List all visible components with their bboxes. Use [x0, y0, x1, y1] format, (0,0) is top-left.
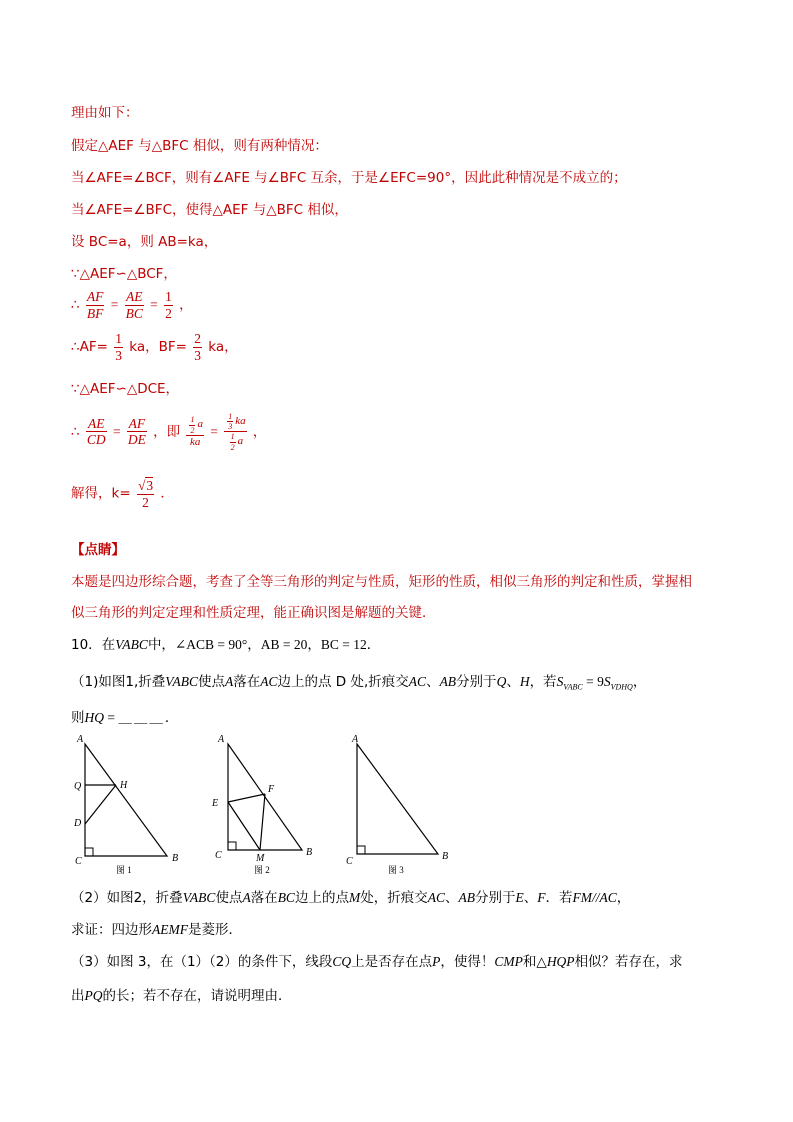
- fig3-caption: 图 3: [388, 865, 404, 875]
- fraction-root3-over-2: $\frac{√3}{2}$: [137, 478, 154, 510]
- solution-line-2: 假定△AEF 与△BFC 相似，则有两种情况：: [71, 138, 328, 154]
- fig3-label-a: A: [352, 734, 359, 745]
- fig2-label-c: C: [215, 850, 222, 861]
- fraction-one-third: $\frac{1}{3}$: [115, 331, 122, 363]
- solution-line-5: 设 BC=a，则 AB=ka，: [71, 234, 218, 250]
- solution-line-1: 理由如下：: [71, 105, 139, 121]
- fig1-label-q: Q: [74, 781, 82, 792]
- problem-10-part3-line1: （3）如图 3，在（1）（2）的条件下，线段CQ上是否存在点P，使得！CMP和△HQP相似？若存在，求: [71, 954, 683, 970]
- comment-paragraph-line-1: 本题是四边形综合题，考查了全等三角形的判定与性质，矩形的性质，相似三角形的判定和性质，掌握相: [71, 574, 692, 590]
- problem-10-part2-line2: 求证：四边形AEMF是菱形．: [71, 922, 242, 938]
- fraction-af-de: $\frac{AF}{DE}$: [127, 415, 146, 448]
- solution-line-7: ∴ $\frac{AF}{BF}$ = $\frac{AE}{BC}$ = $\frac{1}{2}$ ，: [71, 289, 193, 321]
- figures-panel: [60, 730, 480, 875]
- fig2-label-a: A: [218, 734, 225, 745]
- fig3-label-c: C: [346, 856, 353, 867]
- comment-paragraph-line-2: 似三角形的判定定理和性质定理，能正确识图是解题的关键．: [71, 605, 436, 621]
- solution-line-4: 当∠AFE=∠BFC，使得△AEF 与△BFC 相似，: [71, 202, 348, 218]
- fig2-label-e: E: [212, 798, 219, 809]
- solution-line-10: ∴ $\frac{AE}{CD}$ = $\frac{AF}{DE}$ ，即 $\frac{1}{2}$ a ka = $\frac{1}{3}$ ka $\frac{1}{2}$ a ，: [71, 412, 267, 452]
- fraction-two-thirds: $\frac{2}{3}$: [194, 331, 201, 363]
- fig2-label-b: B: [306, 847, 313, 858]
- fig1-caption: 图 1: [116, 865, 132, 875]
- problem-10-statement: 10．在VABC中，∠ACB = 90°，AB = 20，BC = 12．: [71, 637, 381, 653]
- fig1-label-a: A: [77, 734, 84, 745]
- solution-line-11: 解得，k= $\frac{√3}{2}$ ．: [71, 478, 174, 510]
- fig2-label-f: F: [268, 784, 275, 795]
- fraction-ae-bc: $\frac{AE}{BC}$: [125, 289, 143, 321]
- solution-line-3: 当∠AFE=∠BCF，则有∠AFE 与∠BFC 互余，于是∠EFC=90°，因此此种情况是不成立的；: [71, 170, 627, 186]
- solution-line-9: ∵△AEF∽△DCE，: [71, 381, 180, 397]
- therefore-symbol: ∴: [71, 297, 80, 314]
- figure-2: [211, 734, 312, 875]
- problem-10-part2-line1: （2）如图2，折叠VABC使点A落在BC边上的点M处，折痕交AC、AB分别于E、F．若FM//AC，: [71, 890, 631, 906]
- solution-line-6: ∵△AEF∽△BCF，: [71, 266, 177, 282]
- fig1-label-b: B: [172, 853, 179, 864]
- fraction-half-a-over-ka: $\frac{1}{2}$ a ka: [186, 415, 204, 448]
- fig1-label-d: D: [74, 818, 82, 829]
- fig2-label-m: M: [256, 853, 265, 864]
- fraction-af-bf: $\frac{AF}{BF}$: [86, 289, 104, 321]
- answer-blank: ＿＿＿: [118, 710, 165, 726]
- comment-heading: 【点睛】: [71, 542, 125, 558]
- problem-10-part1-line2: 则HQ = ＿＿＿．: [71, 706, 178, 726]
- fraction-third-ka-over-half-a: $\frac{1}{3}$ ka $\frac{1}{2}$ a: [224, 412, 246, 452]
- figure-1: [73, 734, 178, 875]
- fig2-caption: 图 2: [254, 865, 270, 875]
- figure-3: [346, 734, 448, 875]
- problem-10-part1-line1: （1)如图1,折叠VABC使点A落在AC边上的点 D 处,折痕交AC、AB分别于Q、H，若$S_{VABC} = 9S_{VDHQ}$，: [71, 674, 647, 692]
- fig3-label-b: B: [442, 851, 449, 862]
- fraction-one-half: $\frac{1}{2}$: [165, 289, 172, 321]
- fig1-label-h: H: [120, 780, 128, 791]
- solution-line-8: ∴AF= $\frac{1}{3}$ ka，BF= $\frac{2}{3}$ ka，: [71, 331, 238, 363]
- fraction-ae-cd: $\frac{AE}{CD}$: [86, 415, 106, 448]
- fig1-label-c: C: [75, 856, 82, 867]
- problem-10-part3-line2: 出PQ的长；若不存在，请说明理由．: [71, 988, 292, 1004]
